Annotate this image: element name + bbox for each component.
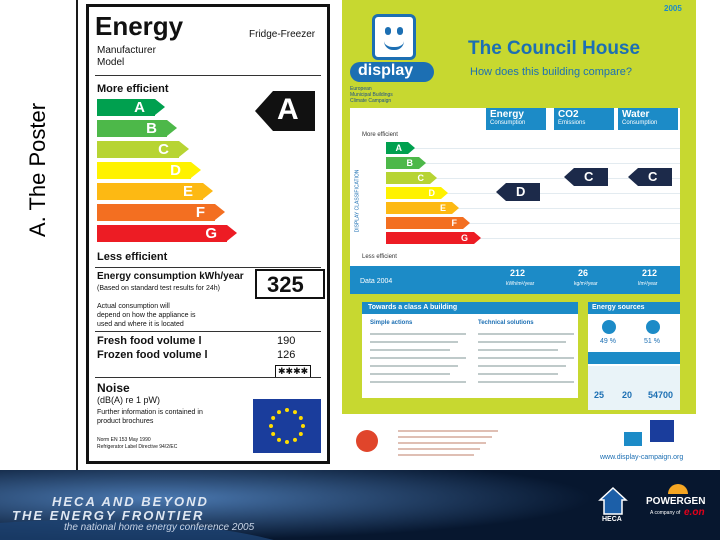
divider-line	[95, 331, 321, 332]
grade-arrow-tip	[441, 187, 448, 199]
sponsor-parent: e.on	[684, 507, 705, 518]
classification-panel	[350, 108, 680, 294]
mascot-smile-icon	[384, 41, 404, 50]
fresh-food-label: Fresh food volume l	[97, 335, 202, 347]
grade-letter: B	[146, 120, 157, 137]
stat-value-3: 54700	[648, 390, 674, 400]
poster-footer	[342, 414, 696, 468]
rating-letter: A	[277, 93, 299, 126]
mascot-eye-icon	[397, 27, 403, 35]
freezer-star-rating: ✱✱✱✱	[275, 365, 311, 378]
column-subtitle: Emissions	[558, 120, 586, 126]
heca-house-icon	[598, 486, 628, 516]
column-title: Energy	[490, 109, 524, 120]
campaign-line-2: Municipal Buildings	[350, 92, 393, 98]
stats-panel	[588, 366, 680, 410]
poster-website: www.display-campaign.org	[600, 454, 684, 461]
sources-strip	[588, 352, 680, 364]
grade-arrow-tip	[474, 232, 481, 244]
more-efficient-label: More efficient	[97, 83, 169, 95]
campaign-line-3: Climate Campaign	[350, 98, 392, 104]
contact-text-lines	[398, 428, 508, 458]
towards-class-a-panel	[362, 302, 578, 398]
source-percent-1: 49 %	[600, 338, 616, 345]
heca-badge-text: HECA	[602, 516, 622, 523]
grade-arrow-tip	[227, 225, 237, 241]
eu-star	[293, 410, 297, 414]
grade-letter: F	[451, 218, 457, 228]
further-info-1: Further information is contained in	[97, 409, 203, 416]
poster-title: The Council House	[468, 38, 641, 59]
actual-note-1: Actual consumption will	[97, 303, 170, 310]
column-rating-letter: D	[516, 184, 526, 199]
eu-star	[277, 438, 281, 442]
column-unit-2: l/m²/year	[638, 281, 658, 287]
column-value-0: 212	[510, 268, 526, 278]
energy-label-title: Energy	[95, 11, 184, 41]
divider-line	[95, 75, 321, 76]
poster-grade-bar-d	[386, 187, 441, 199]
grade-arrow-tip	[179, 141, 189, 157]
grade-letter: E	[182, 183, 193, 200]
consumption-label: Energy consumption kWh/year	[97, 271, 244, 282]
frozen-food-value: 126	[277, 349, 296, 361]
grade-letter: D	[170, 162, 181, 179]
grade-arrow-tip	[203, 183, 213, 199]
technical-solutions-heading: Technical solutions	[478, 320, 534, 326]
grade-guide-line	[390, 163, 680, 164]
column-rating-letter: C	[648, 169, 658, 184]
classification-label: DISPLAY CLASSIFICATION	[354, 169, 361, 233]
manufacturer-label: Manufacturer	[97, 45, 156, 56]
heca-line-2: THE ENERGY FRONTIER	[12, 508, 205, 523]
display-poster-image	[342, 0, 696, 468]
poster-grade-bar-e	[386, 202, 452, 214]
display-logo-text: display	[358, 62, 414, 79]
energy-label-image	[86, 4, 330, 464]
grade-bar-a	[97, 99, 155, 116]
eu-star	[299, 432, 303, 436]
poster-grade-bar-b	[386, 157, 419, 169]
eu-star	[269, 424, 273, 428]
eu-flag-small-icon	[650, 420, 674, 442]
heca-line-1: HECA AND BEYOND	[52, 494, 209, 509]
model-label: Model	[97, 57, 125, 68]
grade-arrow-tip	[155, 99, 165, 115]
grade-letter: D	[428, 188, 435, 198]
grade-arrow-tip	[167, 120, 177, 136]
grade-letter: G	[460, 233, 468, 243]
consumption-box	[255, 269, 325, 299]
poster-grade-bar-f	[386, 217, 463, 229]
data-year: Data 2004	[360, 278, 393, 285]
column-value-1: 26	[578, 268, 589, 278]
energy-sources-title: Energy sources	[588, 302, 680, 314]
towards-title: Towards a class A building	[362, 302, 578, 314]
column-rating-arrow-0	[496, 183, 540, 201]
grade-arrow-tip	[463, 217, 470, 229]
grade-arrow-tip	[191, 162, 201, 178]
poster-more-efficient: More efficient	[362, 132, 398, 138]
grade-letter: C	[417, 173, 424, 183]
column-rating-letter: C	[584, 169, 594, 184]
grade-bar-f	[97, 204, 215, 221]
grade-letter: C	[158, 141, 169, 158]
divider-line	[95, 377, 321, 378]
grade-letter: G	[205, 225, 217, 242]
eu-star	[271, 416, 275, 420]
body-text-lines	[370, 330, 574, 390]
sun-rays-icon	[668, 480, 688, 494]
conference-tagline: the national home energy conference 2005	[64, 522, 255, 533]
grade-guide-line	[390, 148, 680, 149]
electricity-source-icon	[602, 320, 616, 334]
grade-bar-c	[97, 141, 179, 158]
column-header-2	[618, 108, 678, 130]
grade-arrow-tip	[419, 157, 426, 169]
column-value-2: 212	[642, 268, 658, 278]
column-title: CO2	[558, 109, 579, 120]
poster-grade-bar-c	[386, 172, 430, 184]
frozen-food-label: Frozen food volume l	[97, 349, 208, 361]
stat-value-1: 25	[594, 390, 605, 400]
grade-arrow-tip	[215, 204, 225, 220]
stat-value-2: 20	[622, 390, 633, 400]
eu-star	[299, 416, 303, 420]
noise-unit: (dB(A) re 1 pW)	[97, 395, 161, 405]
noise-label: Noise	[97, 381, 130, 395]
actual-note-2: depend on how the appliance is	[97, 312, 196, 319]
grade-letter: A	[134, 99, 145, 116]
column-unit-0: kWh/m²/year	[506, 281, 535, 287]
sponsor-sub: A company of	[650, 510, 681, 516]
grade-arrow-tip	[452, 202, 459, 214]
campaign-line-1: European	[350, 86, 372, 92]
poster-year: 2005	[664, 4, 682, 13]
grade-bar-e	[97, 183, 203, 200]
city-logo-icon	[356, 430, 378, 452]
side-title-panel	[0, 0, 76, 470]
eu-star	[285, 408, 289, 412]
further-info-2: product brochures	[97, 418, 154, 425]
eu-stars-icon	[253, 399, 321, 453]
grade-letter: F	[195, 204, 205, 221]
consumption-note: (Based on standard test results for 24h)	[97, 285, 220, 292]
column-subtitle: Consumption	[490, 120, 526, 126]
sponsor-name: POWERGEN	[646, 496, 706, 507]
sun-logo-icon	[668, 480, 688, 494]
norm-line-1: Norm EN 153 May 1990	[97, 437, 151, 443]
eu-flag	[253, 399, 321, 453]
column-rating-arrow-2	[628, 168, 672, 186]
source-percent-2: 51 %	[644, 338, 660, 345]
column-title: Water	[622, 109, 650, 120]
heca-logo	[598, 486, 628, 528]
grade-arrow-tip	[408, 142, 415, 154]
divider-line	[95, 267, 321, 268]
eu-star	[277, 410, 281, 414]
divider	[76, 0, 78, 470]
consumption-value: 325	[267, 272, 304, 297]
less-efficient-label: Less efficient	[97, 251, 168, 263]
eu-star	[285, 440, 289, 444]
partner-logo-icon	[624, 432, 642, 446]
poster-grade-bar-g	[386, 232, 474, 244]
values-strip	[350, 266, 680, 294]
poster-subtitle: How does this building compare?	[470, 66, 633, 78]
eu-star	[301, 424, 305, 428]
appliance-type: Fridge-Freezer	[249, 29, 316, 40]
footer-banner	[0, 470, 720, 540]
gas-source-icon	[646, 320, 660, 334]
eu-star	[293, 438, 297, 442]
display-mascot-icon	[372, 14, 416, 60]
side-title: A. The Poster	[25, 102, 50, 238]
rating-arrow	[255, 91, 315, 131]
grade-bar-b	[97, 120, 167, 137]
grade-letter: A	[395, 143, 402, 153]
column-header-0	[486, 108, 546, 130]
poster-less-efficient: Less efficient	[362, 254, 397, 260]
norm-line-2: Refrigerator Label Directive 94/2/EC	[97, 444, 178, 450]
column-header-1	[554, 108, 614, 130]
grade-bar-d	[97, 162, 191, 179]
mascot-eye-icon	[385, 27, 391, 35]
column-unit-1: kg/m²/year	[574, 281, 598, 287]
grade-bar-g	[97, 225, 227, 242]
grade-arrow-tip	[430, 172, 437, 184]
grade-letter: E	[439, 203, 446, 213]
display-logo	[350, 62, 434, 82]
eu-star	[271, 432, 275, 436]
actual-note-3: used and where it is located	[97, 321, 184, 328]
simple-actions-heading: Simple actions	[370, 320, 413, 326]
poster-grade-bar-a	[386, 142, 408, 154]
grade-letter: B	[406, 158, 413, 168]
column-subtitle: Consumption	[622, 120, 658, 126]
column-rating-arrow-1	[564, 168, 608, 186]
fresh-food-value: 190	[277, 335, 296, 347]
